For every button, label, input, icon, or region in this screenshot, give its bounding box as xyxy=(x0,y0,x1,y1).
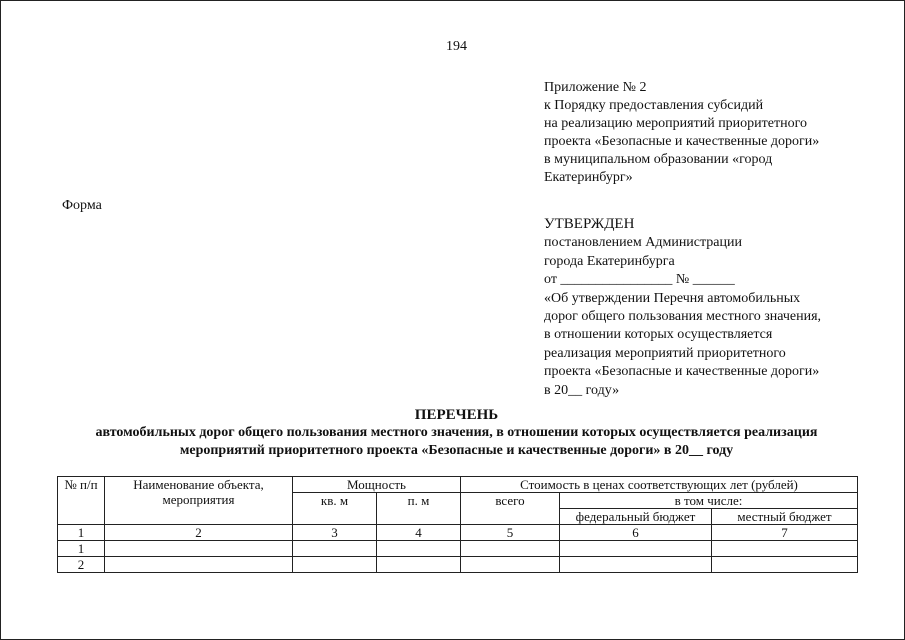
appendix-line: проекта «Безопасные и качественные дороги» xyxy=(544,134,820,149)
column-number-row xyxy=(58,525,858,541)
column-number: 2 xyxy=(105,525,293,541)
appendix-block xyxy=(544,79,819,187)
header-including: в том числе: xyxy=(560,493,858,509)
header-local: местный бюджет xyxy=(712,509,858,525)
table-cell xyxy=(377,557,461,573)
column-number: 1 xyxy=(58,525,105,541)
column-number: 5 xyxy=(461,525,560,541)
document-title xyxy=(20,406,893,460)
approval-line: в отношении которых осуществляется xyxy=(544,327,773,343)
table-cell xyxy=(560,541,712,557)
approval-line: проекта «Безопасные и качественные дороги» xyxy=(544,364,820,380)
header-lin-m: п. м xyxy=(377,493,461,525)
appendix-line: Екатеринбург» xyxy=(544,170,633,185)
table-cell xyxy=(293,541,377,557)
table-cell xyxy=(712,557,858,573)
approval-line: постановлением Администрации xyxy=(544,235,742,251)
roads-table xyxy=(57,476,858,573)
table-cell xyxy=(461,557,560,573)
header-sq-m: кв. м xyxy=(293,493,377,525)
table-cell xyxy=(461,541,560,557)
table-cell xyxy=(377,541,461,557)
title-line-2: автомобильных дорог общего пользования местного значения, в отношении которых осуществляется реализация xyxy=(95,425,818,440)
form-label: Форма xyxy=(62,198,102,213)
table-row xyxy=(58,557,858,573)
approval-block xyxy=(544,215,821,400)
approval-heading: УТВЕРЖДЕН xyxy=(544,216,635,232)
title-line-1: ПЕРЕЧЕНЬ xyxy=(414,407,499,423)
approval-line: реализация мероприятий приоритетного xyxy=(544,345,786,361)
table-cell: 1 xyxy=(58,541,105,557)
approval-line: в 20__ году» xyxy=(544,382,620,398)
table-row xyxy=(58,541,858,557)
table-cell xyxy=(560,557,712,573)
column-number: 3 xyxy=(293,525,377,541)
approval-line: от ________________ № ______ xyxy=(544,272,735,288)
table-cell xyxy=(105,541,293,557)
column-number: 7 xyxy=(712,525,858,541)
header-capacity: Мощность xyxy=(293,477,461,493)
appendix-line: в муниципальном образовании «город xyxy=(544,152,773,167)
column-number: 6 xyxy=(560,525,712,541)
approval-line: города Екатеринбурга xyxy=(544,253,675,269)
table-cell xyxy=(105,557,293,573)
approval-line: дорог общего пользования местного значения, xyxy=(544,309,822,325)
appendix-line: Приложение № 2 xyxy=(544,80,647,95)
table-cell xyxy=(293,557,377,573)
header-total: всего xyxy=(461,493,560,525)
appendix-line: к Порядку предоставления субсидий xyxy=(544,98,764,113)
header-federal: федеральный бюджет xyxy=(560,509,712,525)
title-line-3: мероприятий приоритетного проекта «Безопасные и качественные дороги» в 20__ году xyxy=(179,443,734,458)
table-header-row xyxy=(58,477,858,493)
table-cell: 2 xyxy=(58,557,105,573)
page-number: 194 xyxy=(446,39,467,54)
header-cost: Стоимость в ценах соответствующих лет (рублей) xyxy=(461,477,858,493)
header-name: Наименование объекта, мероприятия xyxy=(105,477,293,525)
column-number: 4 xyxy=(377,525,461,541)
appendix-line: на реализацию мероприятий приоритетного xyxy=(544,116,808,131)
table-cell xyxy=(712,541,858,557)
approval-line: «Об утверждении Перечня автомобильных xyxy=(544,290,801,306)
header-num: № п/п xyxy=(58,477,105,525)
